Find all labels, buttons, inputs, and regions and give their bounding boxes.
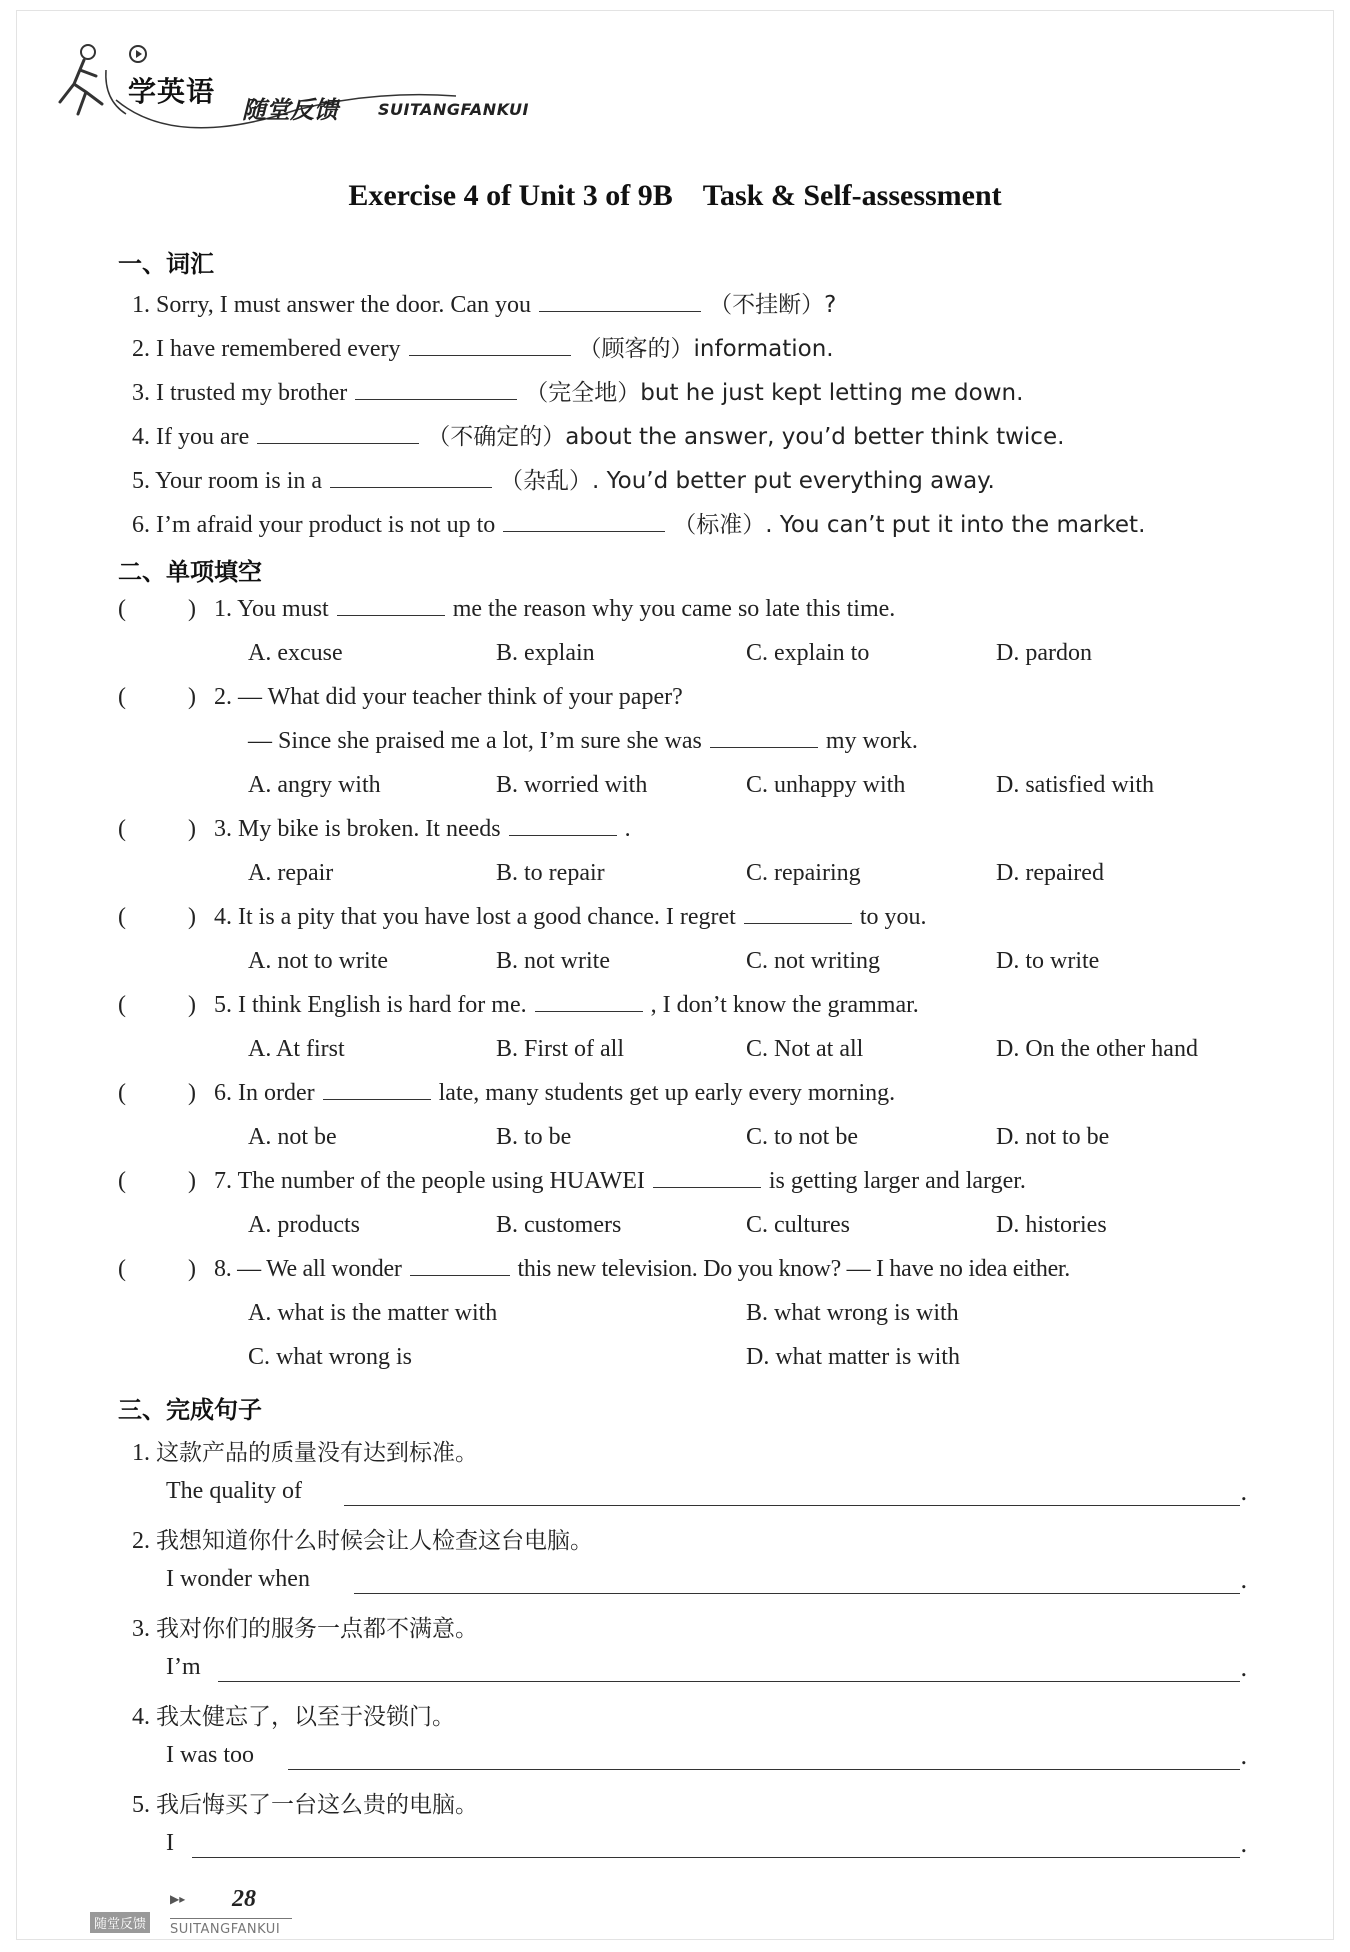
option-d[interactable]: D. satisfied with xyxy=(996,772,1154,798)
answer-line[interactable] xyxy=(288,1768,1240,1770)
option-a[interactable]: A. not be xyxy=(248,1124,337,1150)
option-a[interactable]: A. products xyxy=(248,1212,360,1238)
sentence-start: I’m xyxy=(166,1654,201,1680)
section-multiple-choice-heading: 二、单项填空 xyxy=(118,558,262,586)
question-5: 5. I think English is hard for me. , I don’t know the grammar. xyxy=(214,992,919,1018)
page-number: 28 xyxy=(232,1886,256,1912)
end-period: . xyxy=(1240,1830,1248,1858)
option-b[interactable]: B. not write xyxy=(496,948,610,974)
answer-blank[interactable] xyxy=(337,614,445,616)
option-c[interactable]: C. to not be xyxy=(746,1124,858,1150)
question-6: 6. In order late, many students get up early every morning. xyxy=(214,1080,896,1106)
answer-paren-right: ) xyxy=(188,1168,196,1194)
vocab-item: 6. I’m afraid your product is not up to （标准）. You can’t put it into the market. xyxy=(132,512,1146,538)
page-title: Exercise 4 of Unit 3 of 9B Task & Self-assessment xyxy=(348,179,1002,212)
option-b[interactable]: B. to repair xyxy=(496,860,605,886)
option-d[interactable]: D. pardon xyxy=(996,640,1092,666)
answer-paren-right: ) xyxy=(188,816,196,842)
option-a[interactable]: A. At first xyxy=(248,1036,345,1062)
answer-paren-right: ) xyxy=(188,1080,196,1106)
logo-main-text: 学英语 xyxy=(128,75,216,108)
answer-blank[interactable] xyxy=(539,310,701,312)
option-b[interactable]: B. First of all xyxy=(496,1036,625,1062)
answer-paren-left[interactable]: ( xyxy=(118,1080,126,1106)
answer-line[interactable] xyxy=(192,1856,1240,1858)
sentence-start: I wonder when xyxy=(166,1566,310,1592)
answer-blank[interactable] xyxy=(535,1010,643,1012)
sentence-start: I xyxy=(166,1830,174,1856)
option-c[interactable]: C. cultures xyxy=(746,1212,850,1238)
answer-paren-left[interactable]: ( xyxy=(118,992,126,1018)
option-c[interactable]: C. what wrong is xyxy=(248,1344,412,1370)
vocab-item: 4. If you are （不确定的）about the answer, you’d better think twice. xyxy=(132,424,1065,450)
question-4: 4. It is a pity that you have lost a good chance. I regret to you. xyxy=(214,904,927,930)
answer-blank[interactable] xyxy=(409,354,571,356)
option-a[interactable]: A. what is the matter with xyxy=(248,1300,498,1326)
answer-line[interactable] xyxy=(218,1680,1240,1682)
answer-paren-left[interactable]: ( xyxy=(118,1168,126,1194)
option-d[interactable]: D. repaired xyxy=(996,860,1104,886)
answer-paren-right: ) xyxy=(188,904,196,930)
answer-paren-right: ) xyxy=(188,992,196,1018)
sentence-prompt: 1. 这款产品的质量没有达到标准。 xyxy=(132,1440,478,1466)
answer-paren-right: ) xyxy=(188,684,196,710)
answer-blank[interactable] xyxy=(653,1186,761,1188)
answer-blank[interactable] xyxy=(257,442,419,444)
option-d[interactable]: D. not to be xyxy=(996,1124,1110,1150)
vocab-item: 3. I trusted my brother （完全地）but he just kept letting me down. xyxy=(132,380,1024,406)
option-c[interactable]: C. explain to xyxy=(746,640,870,666)
sentence-prompt: 4. 我太健忘了，以至于没锁门。 xyxy=(132,1704,455,1730)
option-b[interactable]: B. worried with xyxy=(496,772,648,798)
answer-blank[interactable] xyxy=(710,746,818,748)
option-d[interactable]: D. to write xyxy=(996,948,1100,974)
answer-line[interactable] xyxy=(354,1592,1240,1594)
answer-paren-left[interactable]: ( xyxy=(118,596,126,622)
option-c[interactable]: C. unhappy with xyxy=(746,772,906,798)
vocab-item: 5. Your room is in a （杂乱）. You’d better put everything away. xyxy=(132,468,995,494)
answer-paren-right: ) xyxy=(188,1256,196,1282)
option-a[interactable]: A. angry with xyxy=(248,772,381,798)
answer-blank[interactable] xyxy=(744,922,852,924)
answer-blank[interactable] xyxy=(330,486,492,488)
answer-blank[interactable] xyxy=(503,530,665,532)
option-a[interactable]: A. repair xyxy=(248,860,334,886)
answer-paren-left[interactable]: ( xyxy=(118,1256,126,1282)
answer-blank[interactable] xyxy=(410,1274,510,1276)
question-3: 3. My bike is broken. It needs . xyxy=(214,816,631,842)
end-period: . xyxy=(1240,1478,1248,1506)
question-2-reply: — Since she praised me a lot, I’m sure she was my work. xyxy=(248,728,918,754)
answer-blank[interactable] xyxy=(355,398,517,400)
answer-paren-right: ) xyxy=(188,596,196,622)
footer-badge: 随堂反馈 xyxy=(90,1912,150,1933)
option-b[interactable]: B. what wrong is with xyxy=(746,1300,959,1326)
sentence-start: I was too xyxy=(166,1742,254,1768)
end-period: . xyxy=(1240,1566,1248,1594)
option-d[interactable]: D. On the other hand xyxy=(996,1036,1198,1062)
answer-paren-left[interactable]: ( xyxy=(118,684,126,710)
vocab-item: 1. Sorry, I must answer the door. Can you （不挂断）? xyxy=(132,292,837,318)
footer-rule xyxy=(170,1918,292,1919)
logo-en-text: SUITANGFANKUI xyxy=(378,100,529,119)
option-a[interactable]: A. not to write xyxy=(248,948,388,974)
option-c[interactable]: C. repairing xyxy=(746,860,861,886)
sentence-start: The quality of xyxy=(166,1478,302,1504)
answer-blank[interactable] xyxy=(509,834,617,836)
section-vocabulary-heading: 一、词汇 xyxy=(118,250,214,278)
option-c[interactable]: C. not writing xyxy=(746,948,881,974)
option-b[interactable]: B. customers xyxy=(496,1212,622,1238)
question-2: 2. — What did your teacher think of your paper? xyxy=(214,684,683,710)
question-7: 7. The number of the people using HUAWEI is getting larger and larger. xyxy=(214,1168,1026,1194)
answer-line[interactable] xyxy=(344,1504,1240,1506)
sentence-prompt: 5. 我后悔买了一台这么贵的电脑。 xyxy=(132,1792,478,1818)
option-b[interactable]: B. to be xyxy=(496,1124,572,1150)
option-c[interactable]: C. Not at all xyxy=(746,1036,864,1062)
option-d[interactable]: D. histories xyxy=(996,1212,1107,1238)
end-period: . xyxy=(1240,1742,1248,1770)
sentence-prompt: 2. 我想知道你什么时候会让人检查这台电脑。 xyxy=(132,1528,593,1554)
answer-blank[interactable] xyxy=(323,1098,431,1100)
option-b[interactable]: B. explain xyxy=(496,640,595,666)
vocab-item: 2. I have remembered every （顾客的）information. xyxy=(132,336,834,362)
end-period: . xyxy=(1240,1654,1248,1682)
question-8: 8. — We all wonder this new television. Do you know? — I have no idea either. xyxy=(214,1256,1071,1282)
option-a[interactable]: A. excuse xyxy=(248,640,343,666)
question-1: 1. You must me the reason why you came so late this time. xyxy=(214,596,896,622)
sentence-prompt: 3. 我对你们的服务一点都不满意。 xyxy=(132,1616,478,1642)
answer-paren-left[interactable]: ( xyxy=(118,904,126,930)
option-d[interactable]: D. what matter is with xyxy=(746,1344,960,1370)
section-complete-sentences-heading: 三、完成句子 xyxy=(118,1396,262,1424)
footer-brand-text: SUITANGFANKUI xyxy=(170,1922,281,1937)
page-arrow-icon: ▶▸ xyxy=(170,1892,186,1906)
answer-paren-left[interactable]: ( xyxy=(118,816,126,842)
logo-sub-text: 随堂反馈 xyxy=(242,95,338,124)
